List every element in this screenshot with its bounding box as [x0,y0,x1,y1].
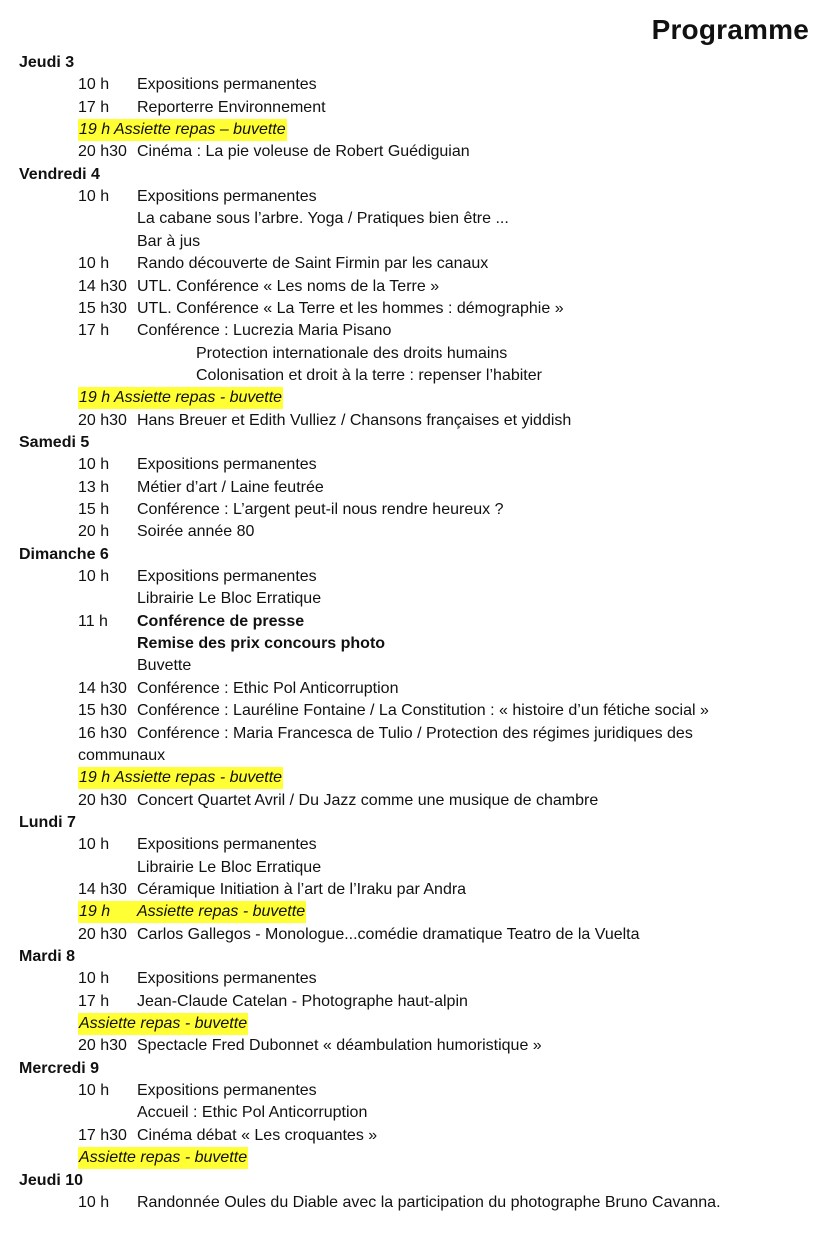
event-text: La cabane sous l’arbre. Yoga / Pratiques bien être ... [137,210,509,228]
day-heading: Mardi 8 [19,948,76,965]
event-text-continuation: communaux [78,746,166,764]
event-text: Expositions permanentes [137,1082,317,1100]
meal-highlight: 19 h Assiette repas - buvette [78,387,283,409]
event-subtopic: Colonisation et droit à la terre : repenser l’habiter [196,366,542,384]
event-time: 10 h [78,568,110,586]
event-time: 14 h30 [78,277,127,295]
event-text: Reporterre Environnement [137,98,326,116]
event-time: 10 h [78,1193,110,1211]
event-text: Conférence : Lucrezia Maria Pisano [137,322,392,340]
event-time: 17 h [78,992,110,1010]
event-text: Jean-Claude Catelan - Photographe haut-alpin [137,992,468,1010]
event-time: 20 h30 [78,411,127,429]
event-text: UTL. Conférence « La Terre et les hommes : démographie » [137,299,564,317]
event-text: Conférence : Lauréline Fontaine / La Constitution : « histoire d’un fétiche social » [137,702,709,720]
event-text: Cinéma : La pie voleuse de Robert Guédiguian [137,143,470,161]
event-time: 14 h30 [78,880,127,898]
event-time: 20 h30 [78,1037,127,1055]
meal-highlight [78,901,306,923]
day-heading: Vendredi 4 [19,165,100,183]
page-title: Programme [651,14,809,45]
event-text: Conférence : Maria Francesca de Tulio / Protection des régimes juridiques des [137,724,693,742]
event-time: 13 h [78,478,110,496]
event-text: Librairie Le Bloc Erratique [137,858,322,876]
meal-highlight: 19 h Assiette repas – buvette [78,119,287,141]
event-time: 10 h [78,255,110,273]
event-text: Cinéma débat « Les croquantes » [137,1126,378,1144]
event-time: 20 h30 [78,925,127,943]
event-text: Accueil : Ethic Pol Anticorruption [137,1104,368,1122]
event-time: 17 h [78,322,110,340]
day-heading: Jeudi 3 [19,54,75,71]
event-text: Expositions permanentes [137,76,317,94]
event-text: Expositions permanentes [137,456,317,474]
event-time: 10 h [78,76,110,94]
event-text: Spectacle Fred Dubonnet « déambulation humoristique » [137,1037,542,1055]
event-text: UTL. Conférence « Les noms de la Terre » [137,277,440,295]
event-time: 17 h [78,98,110,116]
event-text: Randonnée Oules du Diable avec la participation du photographe Bruno Cavanna. [137,1193,721,1211]
day-heading: Samedi 5 [19,433,90,451]
event-time: 17 h30 [78,1126,127,1144]
event-text: Bar à jus [137,232,201,250]
event-text: Expositions permanentes [137,568,317,586]
event-text: Expositions permanentes [137,188,317,206]
event-text: Assiette repas - buvette [137,903,306,921]
event-text: Carlos Gallegos - Monologue...comédie dramatique Teatro de la Vuelta [137,925,640,943]
event-time: 10 h [78,1082,110,1100]
event-text: Métier d’art / Laine feutrée [137,478,324,496]
event-text: Librairie Le Bloc Erratique [137,590,322,608]
event-text: Hans Breuer et Edith Vulliez / Chansons françaises et yiddish [137,411,572,429]
event-time: 19 h [79,903,111,921]
day-heading: Mercredi 9 [19,1059,100,1077]
event-time: 10 h [78,836,110,854]
event-text: Buvette [137,657,192,675]
event-time: 14 h30 [78,679,127,697]
day-heading: Lundi 7 [19,813,76,831]
meal-highlight: Assiette repas - buvette [78,1147,248,1169]
event-time: 10 h [78,456,110,474]
event-text: Rando découverte de Saint Firmin par les canaux [137,255,489,273]
event-text: Conférence : Ethic Pol Anticorruption [137,679,399,697]
event-time: 20 h [78,523,110,541]
event-text: Expositions permanentes [137,970,317,988]
meal-highlight: Assiette repas - buvette [78,1013,248,1035]
event-text: Expositions permanentes [137,836,317,854]
event-time: 15 h30 [78,702,127,720]
event-text: Soirée année 80 [137,523,255,541]
event-text: Remise des prix concours photo [137,635,386,653]
day-heading: Jeudi 10 [19,1171,84,1189]
event-time: 20 h30 [78,143,127,161]
event-text: Céramique Initiation à l’art de l’Iraku par Andra [137,880,467,898]
event-time: 15 h [78,501,110,518]
meal-highlight: 19 h Assiette repas - buvette [78,767,283,789]
event-text: Conférence : L’argent peut-il nous rendre heureux ? [137,501,504,518]
event-time: 10 h [78,188,110,206]
event-subtopic: Protection internationale des droits humains [196,344,508,362]
event-time: 15 h30 [78,299,127,317]
event-time: 11 h [78,612,108,630]
event-text: Concert Quartet Avril / Du Jazz comme une musique de chambre [137,791,599,809]
event-time: 16 h30 [78,724,127,742]
event-time: 10 h [78,970,110,988]
day-heading: Dimanche 6 [19,545,109,563]
event-time: 20 h30 [78,791,127,809]
event-text: Conférence de presse [137,612,305,630]
